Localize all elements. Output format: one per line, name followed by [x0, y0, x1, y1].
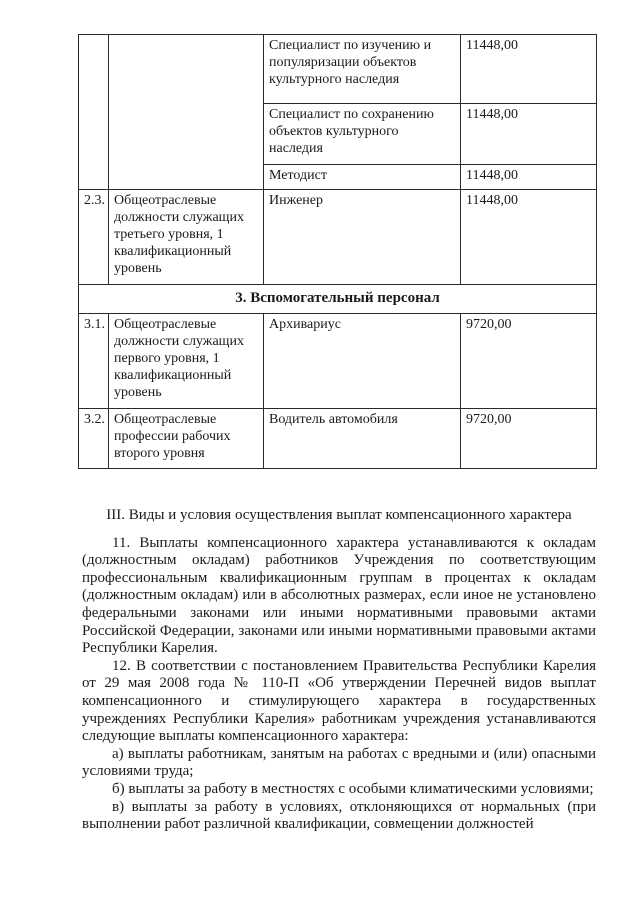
- row-number-cell: [79, 35, 109, 190]
- paragraph-12: 12. В соответствии с постановлением Правительства Республики Карелия от 29 мая 2008 года № 110-П «Об утверждении Перечней видов выплат компенсационного и стимулирующего характера в государственных учреждениях Республики Карелия» работникам учреждения устанавливаются следующие выплаты компенсационного характера:: [82, 657, 596, 745]
- row-number-cell: 3.1.: [79, 314, 109, 409]
- salary-cell: 11448,00: [461, 165, 597, 190]
- table-row: [79, 409, 597, 469]
- salary-cell: 11448,00: [461, 104, 597, 165]
- qualification-group-cell: Общеотраслевые должности служащих первого уровня, 1 квалификационный уровень: [109, 314, 264, 409]
- section-title: 3. Вспомогательный персонал: [79, 285, 597, 314]
- list-item-a: а) выплаты работникам, занятым на работах с вредными и (или) опасными условиями труда;: [82, 745, 596, 780]
- position-cell: Специалист по изучению и популяризации объектов культурного наследия: [264, 35, 461, 104]
- salary-cell: 11448,00: [461, 190, 597, 285]
- position-cell: Архивариус: [264, 314, 461, 409]
- position-cell: Специалист по сохранению объектов культурного наследия: [264, 104, 461, 165]
- section-heading: III. Виды и условия осуществления выплат компенсационного характера: [106, 507, 572, 523]
- table-row: [79, 190, 597, 285]
- compensation-section: [82, 507, 596, 834]
- table-row: [79, 35, 597, 104]
- qualification-group-cell: Общеотраслевые профессии рабочих второго уровня: [109, 409, 264, 469]
- row-number-cell: 2.3.: [79, 190, 109, 285]
- table-row: [79, 314, 597, 409]
- list-item-v: в) выплаты за работу в условиях, отклоняющихся от нормальных (при выполнении работ различной квалификации, совмещении должностей: [82, 798, 596, 833]
- position-cell: Методист: [264, 165, 461, 190]
- position-cell: Инженер: [264, 190, 461, 285]
- salary-table: [78, 34, 597, 469]
- salary-cell: 9720,00: [461, 409, 597, 469]
- salary-cell: 11448,00: [461, 35, 597, 104]
- list-item-b: б) выплаты за работу в местностях с особыми климатическими условиями;: [112, 780, 594, 797]
- qualification-group-cell: Общеотраслевые должности служащих третьего уровня, 1 квалификационный уровень: [109, 190, 264, 285]
- row-number-cell: 3.2.: [79, 409, 109, 469]
- paragraph-11: 11. Выплаты компенсационного характера устанавливаются к окладам (должностным окладам) работников Учреждения по соответствующим профессиональным квалификационным группам в процентах к окладам (должностным окладам) или в абсолютных размерах, если иное не установлено федеральными законами или иными нормативными правовыми актами Российской Федерации, законами или иными нормативными правовыми актами Республики Карелия.: [82, 534, 596, 657]
- section-row: [79, 285, 597, 314]
- salary-cell: 9720,00: [461, 314, 597, 409]
- qualification-group-cell: [109, 35, 264, 190]
- position-cell: Водитель автомобиля: [264, 409, 461, 469]
